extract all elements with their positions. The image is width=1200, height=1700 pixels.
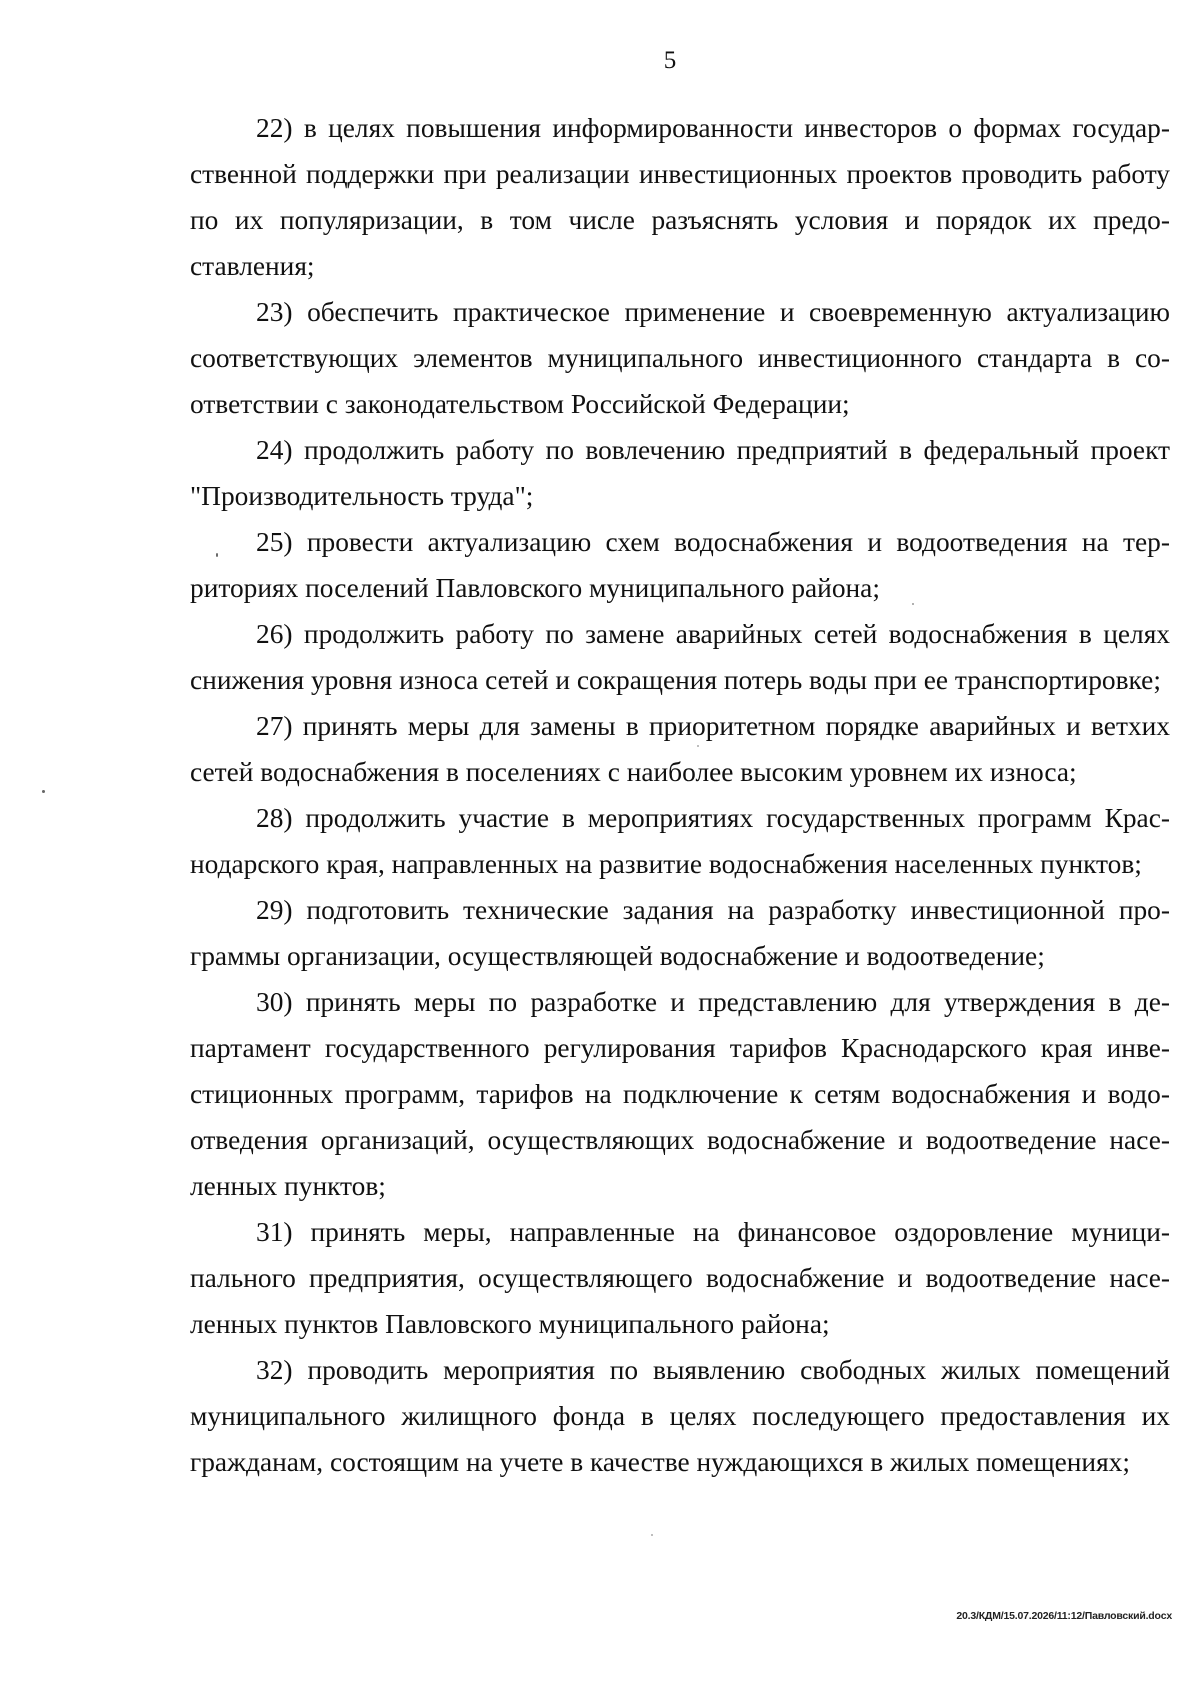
paragraph-item-29: 29) подготовить технические задания на разработку инвестиционной программы организации, осуществляющей водоснабжение и водоотведение; xyxy=(190,895,1170,971)
paragraph-item-24: 24) продолжить работу по вовлечению предприятий в федеральный проект "Производительность труда"; xyxy=(190,435,1170,511)
scan-speck xyxy=(912,603,914,605)
scan-speck xyxy=(216,553,218,557)
paragraph-item-23: 23) обеспечить практическое применение и своевременную актуализацию соответствующих элементов муниципального инвестиционного стандарта в соответствии с законодательством Российской Федерации; xyxy=(190,297,1170,419)
document-file-code: 20.3/КДМ/15.07.2026/11:12/Павловский.docx xyxy=(956,1610,1172,1622)
paragraph-item-27: 27) принять меры для замены в приоритетном порядке аварийных и ветхих сетей водоснабжения в поселениях с наиболее высоким уровнем их износа; xyxy=(190,711,1170,787)
paragraph-item-32: 32) проводить мероприятия по выявлению свободных жилых помещений муниципального жилищного фонда в целях последующего предоставления их гражданам, состоящим на учете в качестве нуждающихся в жилых помещениях; xyxy=(190,1355,1170,1477)
paragraph-item-25: 25) провести актуализацию схем водоснабжения и водоотведения на территориях поселений Павловского муниципального района; xyxy=(190,527,1170,603)
scan-speck xyxy=(651,1534,653,1536)
paragraph-item-31: 31) принять меры, направленные на финансовое оздоровление муниципального предприятия, осуществляющего водоснабжение и водоотведение населенных пунктов Павловского муниципального района; xyxy=(190,1217,1170,1339)
paragraph-item-30: 30) принять меры по разработке и представлению для утверждения в департамент государственного регулирования тарифов Краснодарского края инвестиционных программ, тарифов на подключение к сетям водоснабжения и водоотведения организаций, осуществляющих водоснабжение и водоотведение населенных пунктов; xyxy=(190,987,1170,1201)
document-body xyxy=(190,105,1170,1485)
scan-speck xyxy=(697,745,699,747)
scan-speck xyxy=(42,790,45,793)
paragraph-item-28: 28) продолжить участие в мероприятиях государственных программ Краснодарского края, направленных на развитие водоснабжения населенных пунктов; xyxy=(190,803,1170,879)
paragraph-item-26: 26) продолжить работу по замене аварийных сетей водоснабжения в целях снижения уровня износа сетей и сокращения потерь воды при ее транспортировке; xyxy=(190,619,1170,695)
paragraph-item-22: 22) в целях повышения информированности инвесторов о формах государственной поддержки при реализации инвестиционных проектов проводить работу по их популяризации, в том числе разъяснять условия и порядок их предоставления; xyxy=(190,113,1170,281)
page-number: 5 xyxy=(663,47,677,74)
